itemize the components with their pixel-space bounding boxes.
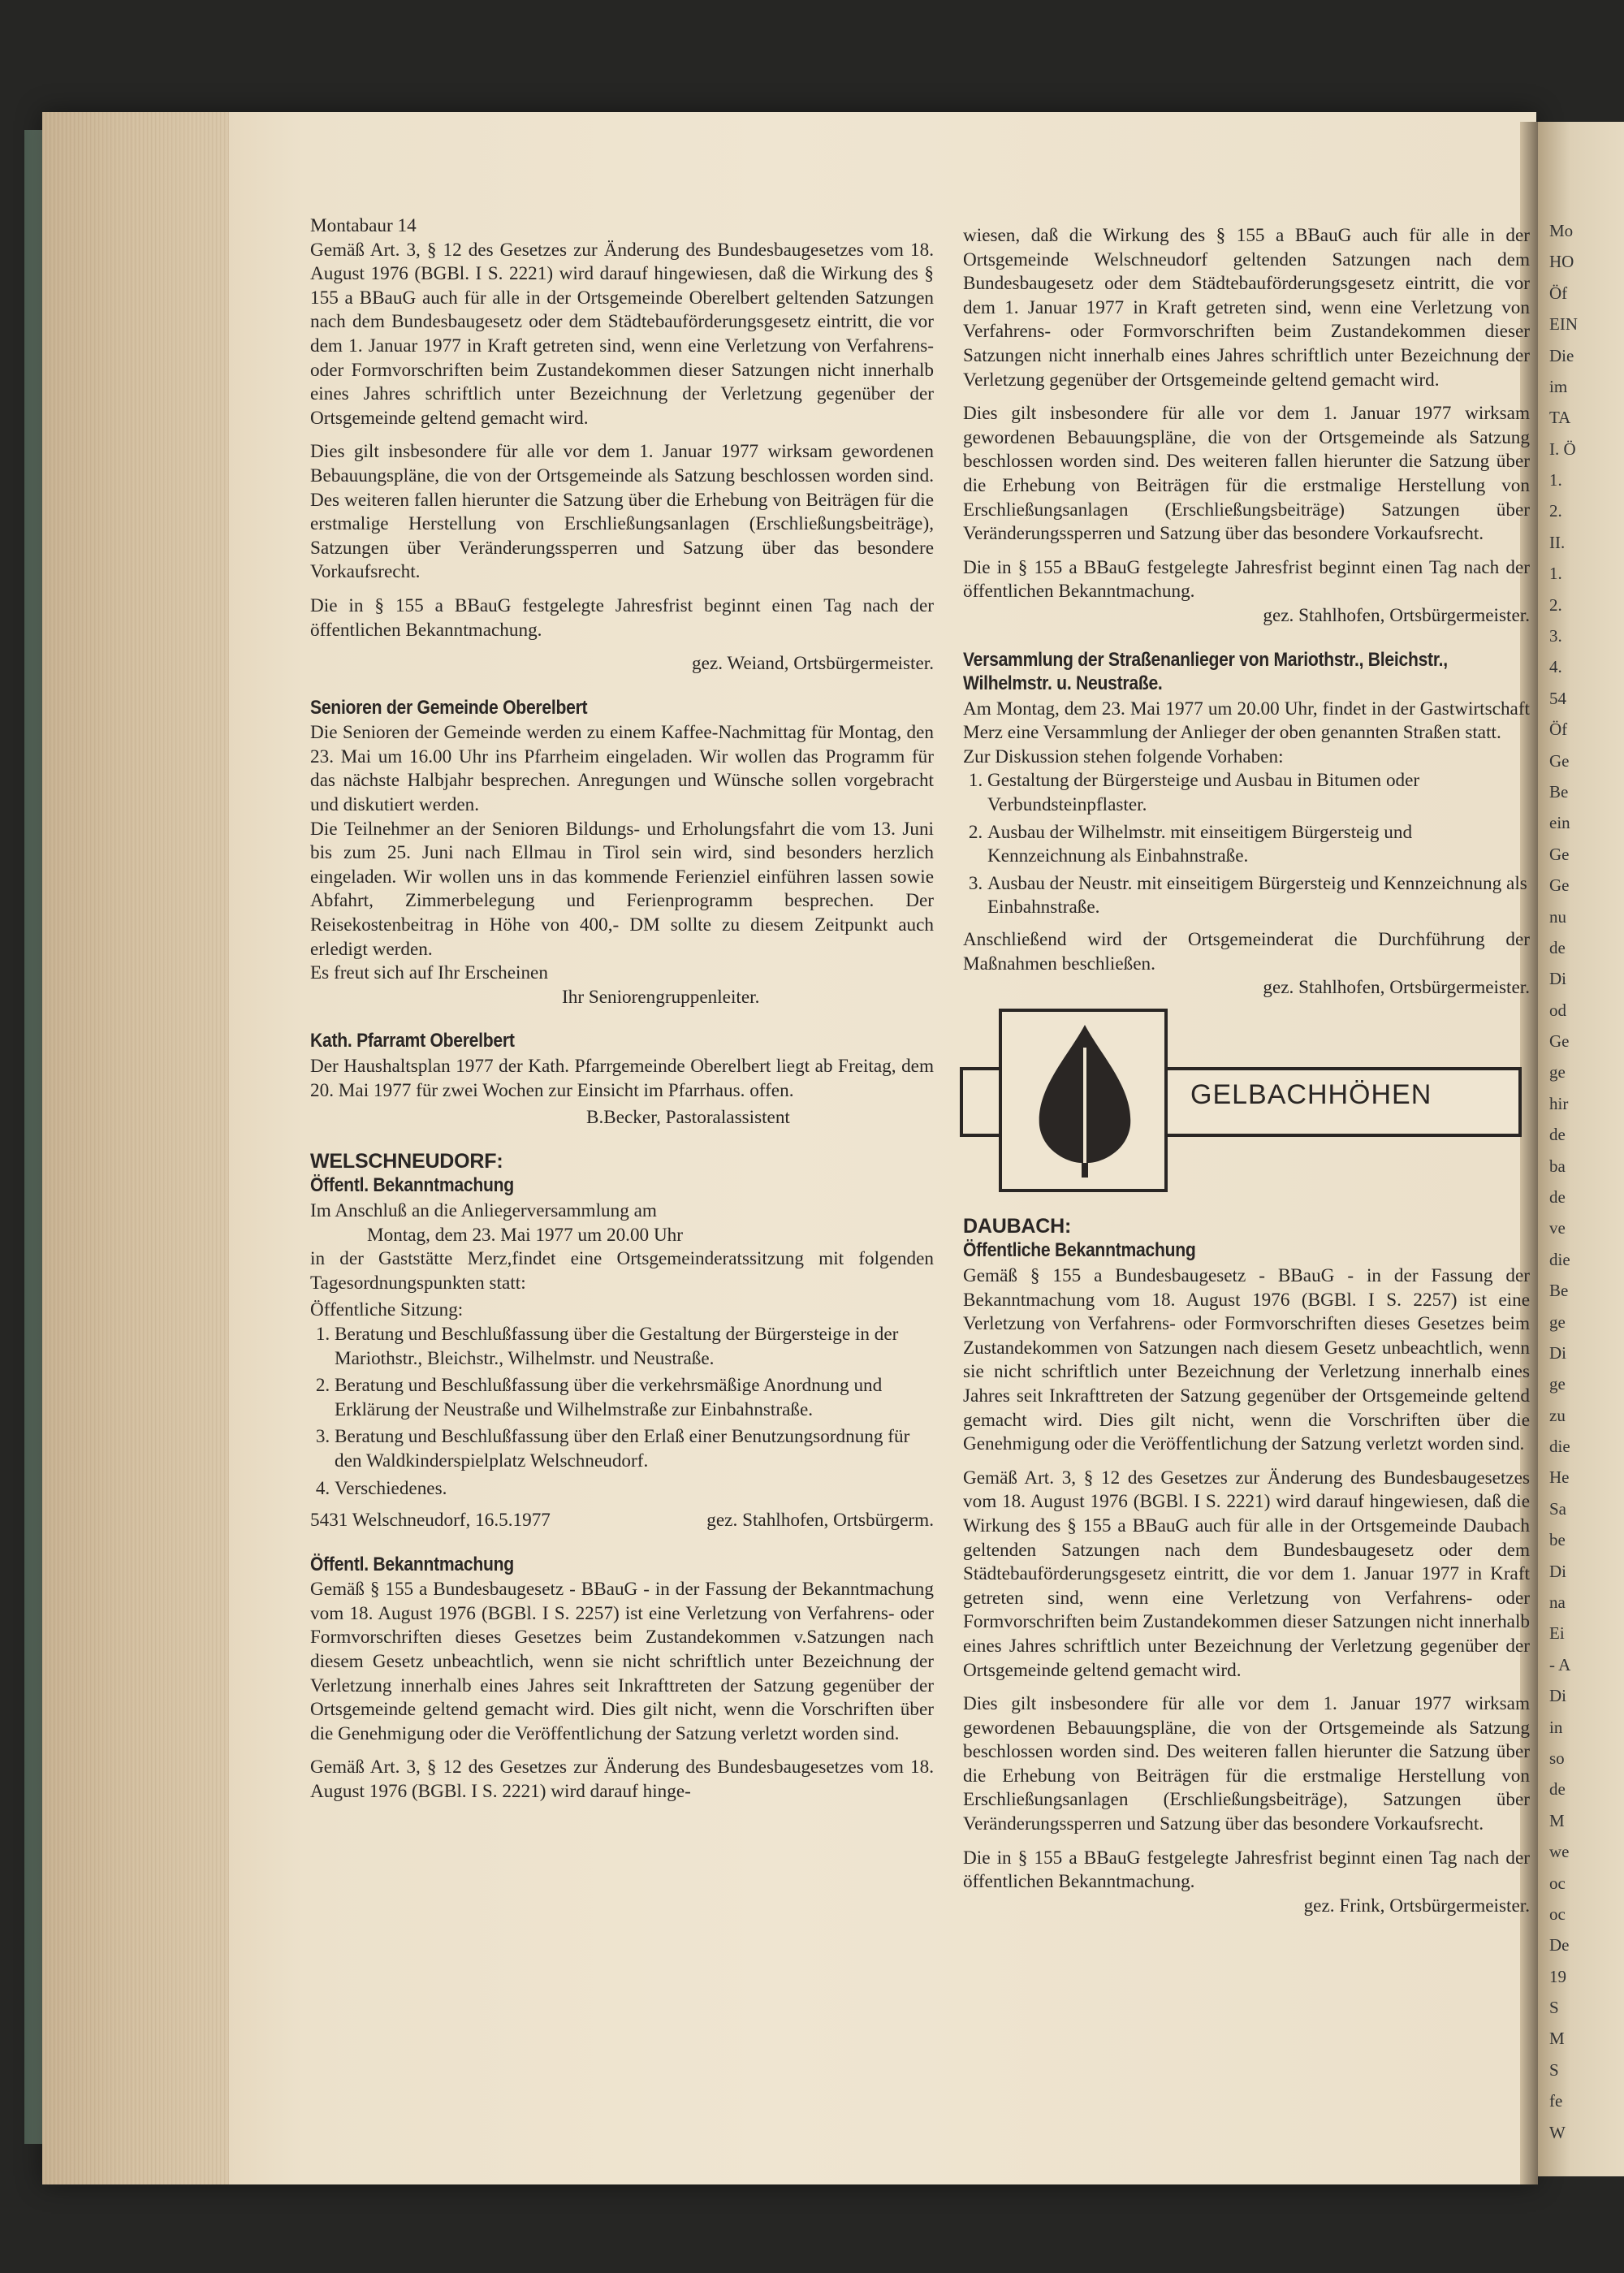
adjacent-page-fragment: Die: [1549, 345, 1574, 365]
adjacent-page-fragment: Ge: [1549, 875, 1570, 896]
adjacent-page-fragment: ge: [1549, 1312, 1566, 1332]
adjacent-page-fragment: Ge: [1549, 1031, 1570, 1052]
adjacent-page-fragment: be: [1549, 1530, 1566, 1550]
adjacent-page-fragment: Be: [1549, 781, 1569, 802]
list-item: 1. Gestaltung der Bürgersteige und Ausbau in Bitumen oder Verbundsteinpflaster.: [987, 769, 1530, 817]
adjacent-page-fragment: oc: [1549, 1904, 1566, 1924]
adjacent-page-fragment: die: [1549, 1437, 1570, 1457]
adjacent-page: [1538, 122, 1624, 2176]
adjacent-page-fragment: de: [1549, 937, 1566, 957]
adjacent-page-fragment: oc: [1549, 1873, 1566, 1893]
proposal-list: [963, 769, 1530, 920]
paragraph: Zur Diskussion stehen folgende Vorhaben:: [963, 745, 1284, 767]
adjacent-page-fragment: ge: [1549, 1062, 1566, 1082]
adjacent-page-fragment: Be: [1549, 1281, 1569, 1301]
adjacent-page-fragment: 3.: [1549, 626, 1562, 646]
adjacent-page-fragment: Ge: [1549, 844, 1570, 864]
adjacent-page-fragment: Öf: [1549, 719, 1568, 740]
adjacent-page-fragment: Ei: [1549, 1623, 1565, 1644]
section-heading: Versammlung der Straßenanlieger von Mariothstr., Bleichstr.,: [963, 648, 1448, 671]
paragraph: Gemäß Art. 3, § 12 des Gesetzes zur Änderung des Bundesbaugesetzes vom 18. August 1976 (BGBl. I S. 2221) wird darauf hingewiesen, daß die Wirkung des § 155 a BBauG auch für alle in der Ortsgemeinde Daubach geltenden Satzungen nach dem Bundesbaugesetz oder dem Städtebauförderungsgesetz eintritt, die vor dem 1. Januar 1977 in Kraft getreten sind, wenn eine Verletzung von Verfahrens- oder Formvorschriften beim Zustandekommen dieser Satzungen nicht innerhalb eines Jahres schriftlich unter Bezeichnung der Verletzung gegenüber der Ortsgemeinde geltend gemacht wird.: [963, 1467, 1530, 1681]
adjacent-page-fragment: M: [1549, 1810, 1565, 1830]
paragraph: Gemäß § 155 a Bundesbaugesetz - BBauG - in der Fassung der Bekanntmachung vom 18. August 1976 (BGBl. I S. 2257) ist eine Verletzung von Verfahrens- oder Formvorschriften dieses Gesetzes beim Zustandekommen v.Satzungen nach diesem Gesetz unbeachtlich, wenn sie nicht schriftlich unter Bezeichnung der Verletzung innerhalb eines Jahres seit Inkrafttreten der Satzung gegenüber der Ortsgemeinde geltend gemacht wird. Dies gilt nicht, wenn die Vorschriften über die Genehmigung oder die Veröffentlichung der Satzung verletzt worden sind.: [310, 1579, 934, 1744]
logo-label: GELBACHHÖHEN: [1190, 1078, 1432, 1110]
section-heading: Öffentliche Bekanntmachung: [963, 1239, 1196, 1262]
signature: gez. Weiand, Ortsbürgermeister.: [692, 653, 934, 675]
meeting-date: Montag, dem 23. Mai 1977 um 20.00 Uhr: [367, 1224, 684, 1246]
paragraph: Im Anschluß an die Anliegerversammlung am: [310, 1199, 657, 1221]
signature: gez. Frink, Ortsbürgermeister.: [1303, 1895, 1530, 1916]
adjacent-page-fragment: Öf: [1549, 283, 1568, 303]
adjacent-page-fragment: I. Ö: [1549, 439, 1576, 459]
adjacent-page-fragment: de: [1549, 1779, 1566, 1800]
leaf-icon: [1036, 1023, 1134, 1178]
paragraph: Dies gilt insbesondere für alle vor dem 1. Januar 1977 wirksam gewordenen Bebauungspläne, die von der Ortsgemeinde als Satzung beschlossen worden sind. Des weiteren fallen hierunter die Satzung über die Erhebung von Beiträgen für die erstmalige Herstellung von Erschließungsanlagen (Erschließungsbeiträge) Satzungen über Veränderungssperren und Satzung über das besondere Vorkaufsrecht.: [963, 403, 1530, 545]
adjacent-page-fragment: ba: [1549, 1156, 1566, 1176]
page-stack-edge: [42, 112, 229, 2184]
signature: B.Becker, Pastoralassistent: [586, 1107, 790, 1129]
paragraph: Die Senioren der Gemeinde werden zu einem Kaffee-Nachmittag für Montag, den 23. Mai um 16.00 Uhr ins Pfarrheim eingeladen. Wir wollen das Programm für das nächste Halbjahr besprechen. Anregungen und Wünsche sollen vorgebracht und diskutiert werden.: [310, 722, 934, 816]
adjacent-page-fragment: S: [1549, 1998, 1559, 2018]
adjacent-page-fragment: De: [1549, 1935, 1570, 1955]
adjacent-page-fragment: Di: [1549, 1561, 1566, 1581]
list-item: 2. Ausbau der Wilhelmstr. mit einseitigem Bürgersteig und Kennzeichnung als Einbahnstraße.: [987, 821, 1530, 869]
paragraph: Die in § 155 a BBauG festgelegte Jahresfrist beginnt einen Tag nach der öffentlichen Bekanntmachung.: [310, 594, 934, 641]
intro-line: Montabaur 14: [310, 215, 417, 236]
adjacent-page-fragment: ge: [1549, 1374, 1566, 1394]
adjacent-page-fragment: TA: [1549, 408, 1571, 428]
paragraph: Gemäß Art. 3, § 12 des Gesetzes zur Änderung des Bundesbaugesetzes vom 18. August 1976 (BGBl. I S. 2221) wird darauf hinge-: [310, 1757, 934, 1803]
adjacent-page-fragment: Di: [1549, 1342, 1566, 1363]
daubach-section: [963, 1215, 1530, 1919]
paragraph: Dies gilt insbesondere für alle vor dem 1. Januar 1977 wirksam gewordenen Bebauungspläne, die von der Ortsgemeinde als Satzung beschlossen worden sind. Des weiteren fallen hierunter die Satzung über die Erhebung von Beiträgen für die erstmalige Herstellung von Erschließungsanlagen (Erschließungsbeiträge), Satzungen über Veränderungssperren und Satzung über das besondere Vorkaufsrecht.: [963, 1693, 1530, 1835]
adjacent-page-fragment: 2.: [1549, 501, 1562, 521]
adjacent-page-fragment: so: [1549, 1748, 1565, 1768]
continued-section: [963, 224, 1530, 629]
adjacent-page-fragment: Di: [1549, 1686, 1566, 1706]
adjacent-page-fragment: nu: [1549, 906, 1566, 927]
paragraph: wiesen, daß die Wirkung des § 155 a BBauG auch für alle in der Ortsgemeinde Welschneudorf geltenden Satzungen nach dem Bundesbaugesetz oder dem Städtebauförderungsgesetz eintritt, die vor dem 1. Januar 1977 in Kraft getreten sind, wenn eine Verletzung von Verfahrens- oder Formvorschriften beim Zustandekommen dieser Satzungen nicht innerhalb eines Jahres schriftlich unter Bezeichnung der Verletzung gegenüber der Ortsgemeinde geltend gemacht wird.: [963, 225, 1530, 391]
adjacent-page-fragment: hir: [1549, 1093, 1569, 1113]
adjacent-page-fragment: ve: [1549, 1218, 1566, 1238]
section-heading: Senioren der Gemeinde Oberelbert: [310, 696, 588, 719]
versammlung-section: [963, 648, 1530, 1000]
adjacent-page-fragment: 1.: [1549, 470, 1562, 490]
adjacent-page-fragment: we: [1549, 1842, 1570, 1862]
adjacent-page-fragment: fe: [1549, 2091, 1563, 2111]
signature: Ihr Seniorengruppenleiter.: [562, 986, 760, 1008]
adjacent-page-fragment: ein: [1549, 813, 1570, 833]
adjacent-page-fragment: in: [1549, 1717, 1563, 1737]
agenda-label: Öffentliche Sitzung:: [310, 1299, 464, 1321]
adjacent-page-fragment: 54: [1549, 688, 1566, 708]
senioren-section: [310, 696, 934, 1010]
section-heading: Wilhelmstr. u. Neustraße.: [963, 672, 1163, 695]
list-item: 4. Verschiedenes.: [335, 1477, 934, 1502]
signature: gez. Stahlhofen, Ortsbürgermeister.: [1263, 604, 1530, 626]
intro-section: [310, 214, 934, 676]
paragraph: Dies gilt insbesondere für alle vor dem 1. Januar 1977 wirksam gewordenen Bebauungspläne, die von der Ortsgemeinde als Satzung beschlossen worden sind. Des weiteren fallen hierunter die Satzung über die Erhebung von Beiträgen für die erstmalige Herstellung von Erschließungsanlagen (Erschließungsbeiträge), Satzungen über Veränderungssperren und Satzung über das besondere Vorkaufsrecht.: [310, 441, 934, 583]
signature: gez. Stahlhofen, Ortsbürgerm.: [706, 1510, 934, 1532]
adjacent-page-fragment: zu: [1549, 1405, 1566, 1425]
list-item: 3. Ausbau der Neustr. mit einseitigem Bürgersteig und Kennzeichnung als Einbahnstraße.: [987, 872, 1530, 920]
adjacent-page-fragment: M: [1549, 2029, 1565, 2049]
adjacent-page-fragment: S: [1549, 2059, 1559, 2080]
list-item: 3. Beratung und Beschlußfassung über den Erlaß einer Benutzungsordnung für den Waldkinderspielplatz Welschneudorf.: [335, 1425, 934, 1473]
paragraph: Die in § 155 a BBauG festgelegte Jahresfrist beginnt einen Tag nach der öffentlichen Bekanntmachung.: [963, 1847, 1530, 1893]
adjacent-page-fragment: 1.: [1549, 564, 1562, 584]
section-heading: Kath. Pfarramt Oberelbert: [310, 1030, 515, 1052]
place-heading: WELSCHNEUDORF:: [310, 1149, 503, 1173]
adjacent-page-fragment: EIN: [1549, 314, 1578, 335]
adjacent-page-fragment: He: [1549, 1467, 1570, 1488]
adjacent-page-fragment: de: [1549, 1125, 1566, 1145]
section-heading: Öffentl. Bekanntmachung: [310, 1553, 514, 1575]
paragraph: Am Montag, dem 23. Mai 1977 um 20.00 Uhr, findet in der Gastwirtschaft Merz eine Versammlung der Anlieger der oben genannten Straßen statt.: [963, 698, 1530, 744]
adjacent-page-fragment: de: [1549, 1187, 1566, 1207]
adjacent-page-fragment: na: [1549, 1592, 1566, 1613]
bekanntmachung-section: [310, 1553, 934, 1804]
adjacent-page-fragment: die: [1549, 1249, 1570, 1269]
adjacent-page-fragment: Di: [1549, 969, 1566, 989]
paragraph: Es freut sich auf Ihr Erscheinen: [310, 962, 548, 984]
adjacent-page-fragment: 19: [1549, 1966, 1566, 1986]
gelbachhoehen-logo: [960, 1009, 1530, 1200]
adjacent-page-fragment: HO: [1549, 252, 1574, 272]
adjacent-page-fragment: Ge: [1549, 750, 1570, 771]
left-column: [310, 214, 934, 1814]
adjacent-page-fragment: - A: [1549, 1654, 1571, 1675]
place-date-row: [310, 1509, 934, 1533]
right-column: [963, 224, 1530, 1926]
adjacent-page-fragment: II.: [1549, 532, 1566, 552]
adjacent-page-fragment: Mo: [1549, 221, 1574, 240]
paragraph: Die in § 155 a BBauG festgelegte Jahresfrist beginnt einen Tag nach der öffentlichen Bekanntmachung.: [963, 556, 1530, 603]
section-heading: Öffentl. Bekanntmachung: [310, 1174, 514, 1197]
adjacent-page-fragment: W: [1549, 2122, 1566, 2142]
agenda-list: [310, 1323, 934, 1501]
paragraph: in der Gaststätte Merz,findet eine Ortsgemeinderatssitzung mit folgenden Tagesordnungspunkten statt:: [310, 1248, 934, 1294]
adjacent-page-fragment: 2.: [1549, 594, 1562, 615]
paragraph: Gemäß Art. 3, § 12 des Gesetzes zur Änderung des Bundesbaugesetzes vom 18. August 1976 (BGBl. I S. 2221) wird darauf hingewiesen, daß die Wirkung des § 155 a BBauG auch für alle in der Ortsgemeinde Oberelbert geltenden Satzungen nach dem Bundesbaugesetz oder dem Städtebauförderungsgesetz eintritt, die vor dem 1. Januar 1977 in Kraft getreten sind, wenn eine Verletzung von Verfahrens- oder Formvorschriften beim Zustandekommen dieser Satzungen nicht innerhalb eines Jahres schriftlich unter Bezeichnung der Verletzung gegenüber der Ortsgemeinde geltend gemacht wird.: [310, 239, 934, 429]
paragraph: Der Haushaltsplan 1977 der Kath. Pfarrgemeinde Oberelbert liegt ab Freitag, dem 20. Mai 1977 für zwei Wochen zur Einsicht im Pfarrhaus. offen.: [310, 1056, 934, 1101]
adjacent-page-fragment: 4.: [1549, 657, 1562, 677]
list-item: 2. Beratung und Beschlußfassung über die verkehrsmäßige Anordnung und Erklärung der Neustraße und Wilhelmstraße zur Einbahnstraße.: [335, 1374, 934, 1422]
pfarramt-section: [310, 1029, 934, 1130]
signature: gez. Stahlhofen, Ortsbürgermeister.: [1263, 977, 1530, 999]
list-item: 1. Beratung und Beschlußfassung über die Gestaltung der Bürgersteige in der Mariothstr., Bleichstr., Wilhelmstr. und Neustraße.: [335, 1323, 934, 1371]
adjacent-page-fragment: od: [1549, 1000, 1566, 1020]
adjacent-page-fragment: Sa: [1549, 1498, 1566, 1519]
paragraph: Gemäß § 155 a Bundesbaugesetz - BBauG - in der Fassung der Bekanntmachung vom 18. August 1976 (BGBl. I S. 2257) ist eine Verletzung von Verfahrens- oder Formvorschriften dieses Gesetzes beim Zustandekommen von Satzungen nach diesem Gesetz unbeachtlich, wenn sie nicht schriftlich unter Bezeichnung der Verletzung innerhalb eines Jahres seit Inkrafttreten der Satzung gegenüber der Ortsgemeinde geltend gemacht wird. Dies gilt nicht, wenn die Vorschriften über die Genehmigung oder die Veröffentlichung der Satzung verletzt worden sind.: [963, 1265, 1530, 1455]
paragraph: Die Teilnehmer an der Senioren Bildungs- und Erholungsfahrt die vom 13. Juni bis zum 25. Juni nach Ellmau in Tirol sein wird, sind besonders herzlich eingeladen. Wir wollen uns in das kommende Ferienziel einführen lassen sowie Abfahrt, Zimmerbelegung und Ferienprogramm besprechen. Der Reisekostenbeitrag in Höhe von 400,- DM sollte zu diesem Zeitpunkt auch erledigt werden.: [310, 818, 934, 960]
adjacent-page-fragment: im: [1549, 376, 1568, 396]
welschneudorf-section: [310, 1150, 934, 1533]
paragraph: Anschließend wird der Ortsgemeinderat die Durchführung der Maßnahmen beschließen.: [963, 929, 1530, 974]
place-heading: DAUBACH:: [963, 1214, 1072, 1238]
place-date: 5431 Welschneudorf, 16.5.1977: [310, 1510, 551, 1532]
